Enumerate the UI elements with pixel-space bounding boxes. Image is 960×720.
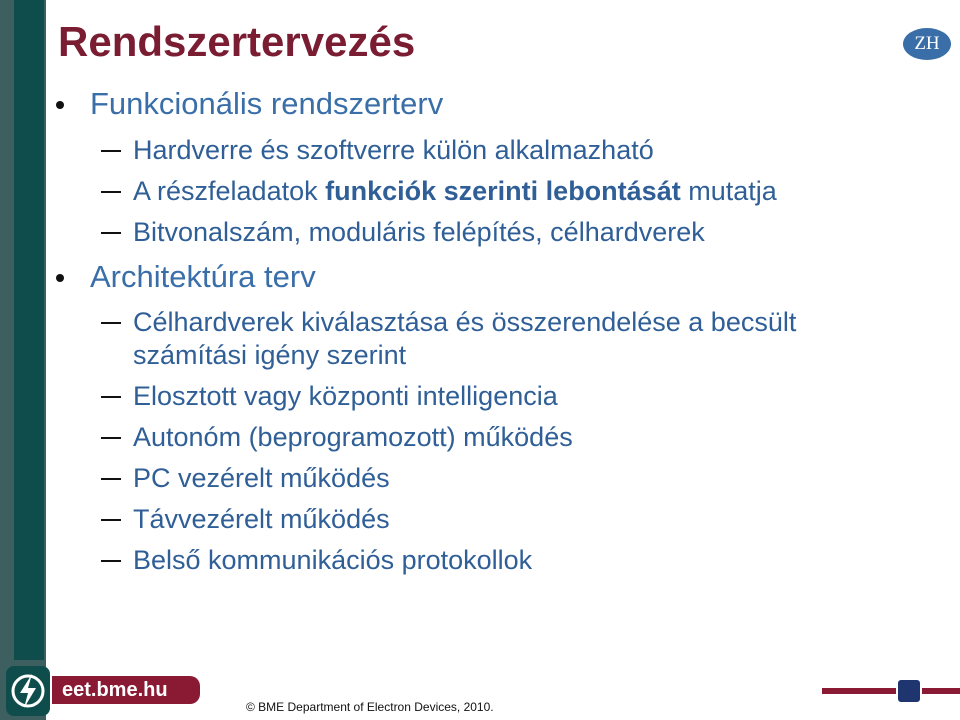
dash-icon [101,396,121,398]
list-item [133,306,796,372]
list-item [133,380,558,413]
logo-symbol-icon [6,666,50,716]
footer-decoration-line [922,688,960,694]
dash-icon [101,478,121,480]
dash-icon [101,560,121,562]
footer-decoration-line [822,688,896,694]
dash-icon [101,150,121,152]
dash-icon [101,232,121,234]
list-item-text-bold: funkciók szerinti lebontását [325,176,681,206]
list-item-text: Autonóm (beprogramozott) működés [133,422,573,452]
dash-icon [101,322,121,324]
dash-icon [101,437,121,439]
website-link[interactable]: eet.bme.hu [52,676,200,704]
list-item [133,134,654,167]
section-heading-functional [90,86,443,122]
bullet-dot-icon [56,101,64,109]
list-item-text: Távvezérelt működés [133,504,390,534]
list-item-text: PC vezérelt működés [133,463,390,493]
copyright-text: © BME Department of Electron Devices, 2010. [246,700,494,714]
list-item-text: Belső kommunikációs protokollok [133,545,533,575]
list-item [133,462,390,495]
list-item [133,421,573,454]
list-item-text-line2: számítási igény szerint [133,340,407,370]
dash-icon [101,519,121,521]
list-item-text: Hardverre és szoftverre külön alkalmazható [133,135,654,165]
list-item-text-line1: Célhardverek kiválasztása és összerendelése a becsült [133,307,797,337]
list-item-text-before: A részfeladatok [133,176,326,206]
section-heading-text: Funkcionális rendszerterv [90,86,444,121]
section-heading-text: Architektúra terv [90,259,316,294]
list-item [133,544,532,577]
left-sidebar-inner-bar [14,0,44,660]
list-item [133,216,705,249]
department-logo-icon [6,666,50,716]
list-item-text-after: mutatja [680,176,777,206]
list-item-text: Bitvonalszám, moduláris felépítés, célhardverek [133,217,705,247]
bullet-dot-icon [56,274,64,282]
footer-decoration-square [898,680,920,702]
zh-badge: ZH [903,28,951,60]
list-item [133,175,777,208]
dash-icon [101,191,121,193]
slide-title: Rendszertervezés [58,18,416,65]
list-item [133,503,390,536]
list-item-text: Elosztott vagy központi intelligencia [133,381,558,411]
section-heading-architecture [90,259,316,295]
